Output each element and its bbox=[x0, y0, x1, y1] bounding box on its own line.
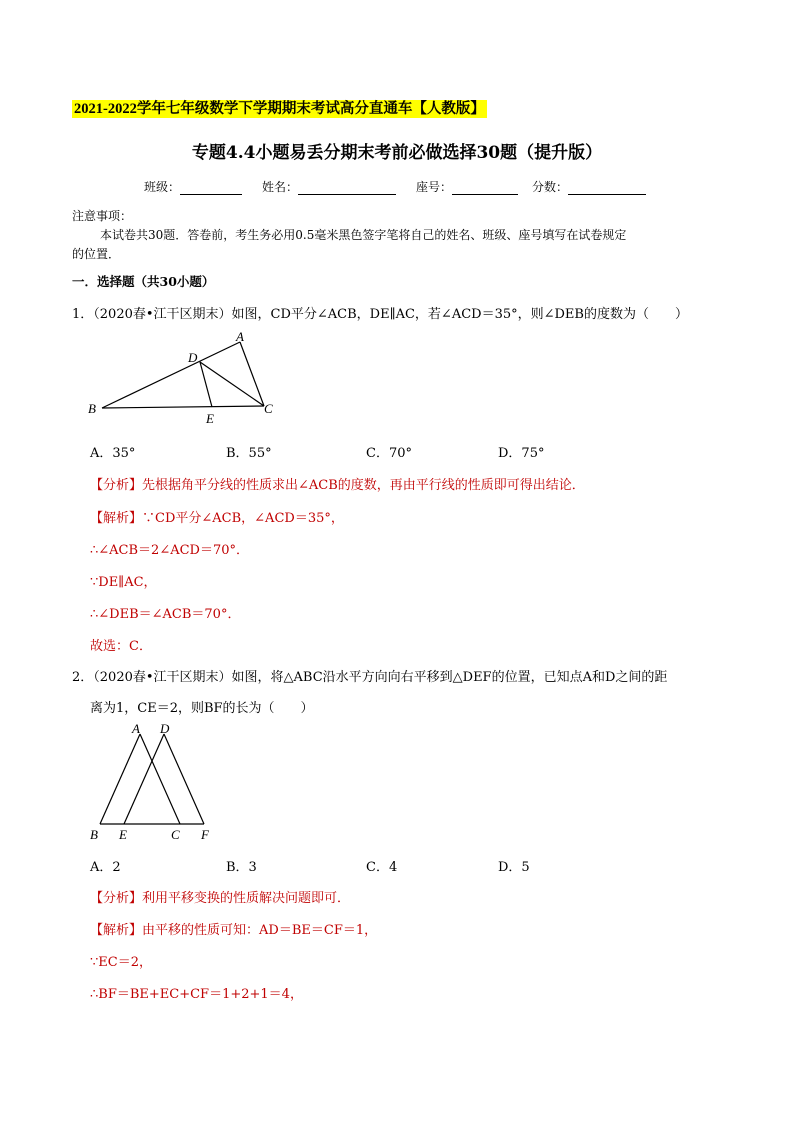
q1-label-e: E bbox=[206, 411, 214, 426]
notice-line-1: 本试卷共30题．答卷前，考生务必用0.5毫米黑色签字笔将自己的姓名、班级、座号填写在试卷规定 bbox=[100, 228, 627, 242]
q2-label-c: C bbox=[171, 827, 180, 842]
notice-heading: 注意事项： bbox=[72, 209, 133, 223]
q2-stem-line-1: 2．（2020春•江干区期末）如图，将△ABC沿水平方向向右平移到△DEF的位置，已知点A和D之间的距 bbox=[72, 670, 668, 685]
notice-line-2: 的位置． bbox=[72, 247, 121, 261]
q1-label-c: C bbox=[264, 401, 273, 416]
q1-step-3: ∴∠DEB＝∠ACB＝70°． bbox=[90, 607, 241, 622]
q2-analysis-tag: 【分析】 bbox=[90, 891, 143, 906]
q1-label-d: D bbox=[188, 350, 198, 365]
class-label: 班级： bbox=[144, 180, 181, 194]
q1-analysis-text: 先根据角平分线的性质求出∠ACB的度数，再由平行线的性质即可得出结论． bbox=[142, 478, 585, 493]
q2-label-d: D bbox=[160, 721, 170, 736]
q2-option-b[interactable]: B．3 bbox=[226, 860, 257, 875]
q1-option-a[interactable]: A．35° bbox=[90, 446, 136, 461]
series-banner: 2021-2022学年七年级数学下学期期末考试高分直通车【人教版】 bbox=[74, 101, 485, 117]
q1-analysis-tag: 【分析】 bbox=[90, 478, 143, 493]
name-field[interactable] bbox=[262, 178, 396, 195]
seat-field[interactable] bbox=[416, 178, 518, 195]
q2-analysis bbox=[90, 887, 350, 906]
q2-step-2: ∴BF＝BE+EC+CF＝1+2+1＝4， bbox=[90, 987, 303, 1002]
q1-answer: 故选：C． bbox=[90, 639, 152, 654]
q2-option-d[interactable]: D．5 bbox=[498, 860, 530, 875]
q2-stem-line-2: 离为1，CE＝2，则BF的长为（ ） bbox=[90, 701, 314, 716]
q2-analysis-text: 利用平移变换的性质解决问题即可． bbox=[142, 891, 351, 906]
q2-label-f: F bbox=[201, 827, 209, 842]
q2-label-a: A bbox=[132, 721, 140, 736]
q1-label-a: A bbox=[236, 329, 244, 344]
score-field[interactable] bbox=[532, 178, 646, 195]
class-field[interactable] bbox=[144, 178, 242, 195]
q2-solution-tag: 【解析】 bbox=[90, 923, 143, 938]
q2-label-e: E bbox=[119, 827, 127, 842]
q2-option-c[interactable]: C．4 bbox=[366, 860, 398, 875]
q1-label-b: B bbox=[88, 401, 96, 416]
q1-option-b[interactable]: B．55° bbox=[226, 446, 272, 461]
q1-analysis bbox=[90, 474, 585, 493]
q1-solution-tag: 【解析】 bbox=[90, 511, 143, 526]
q2-label-b: B bbox=[90, 827, 98, 842]
q1-step-2: ∵DE∥AC， bbox=[90, 575, 157, 590]
q1-step-1: ∴∠ACB＝2∠ACD＝70°． bbox=[90, 543, 250, 558]
q2-option-a[interactable]: A．2 bbox=[90, 860, 121, 875]
page-title: 专题4.4小题易丢分期末考前必做选择30题（提升版） bbox=[191, 143, 603, 163]
seat-label: 座号： bbox=[416, 180, 453, 194]
name-label: 姓名： bbox=[262, 180, 299, 194]
q1-solution-text: ∵CD平分∠ACB，∠ACD＝35°， bbox=[142, 511, 344, 526]
q2-figure bbox=[86, 720, 226, 848]
q1-option-c[interactable]: C．70° bbox=[366, 446, 412, 461]
section-heading: 一．选择题（共30小题） bbox=[72, 274, 215, 289]
q1-option-d[interactable]: D．75° bbox=[498, 446, 545, 461]
q2-step-1: ∵EC＝2， bbox=[90, 955, 152, 970]
score-label: 分数： bbox=[532, 180, 569, 194]
q1-solution bbox=[90, 507, 344, 526]
q1-figure bbox=[86, 328, 286, 428]
q2-solution bbox=[90, 919, 377, 938]
q1-stem: 1．（2020春•江干区期末）如图，CD平分∠ACB，DE∥AC，若∠ACD＝35°，则∠DEB的度数为（ ） bbox=[72, 307, 688, 322]
q2-solution-text: 由平移的性质可知：AD＝BE＝CF＝1， bbox=[142, 923, 378, 938]
